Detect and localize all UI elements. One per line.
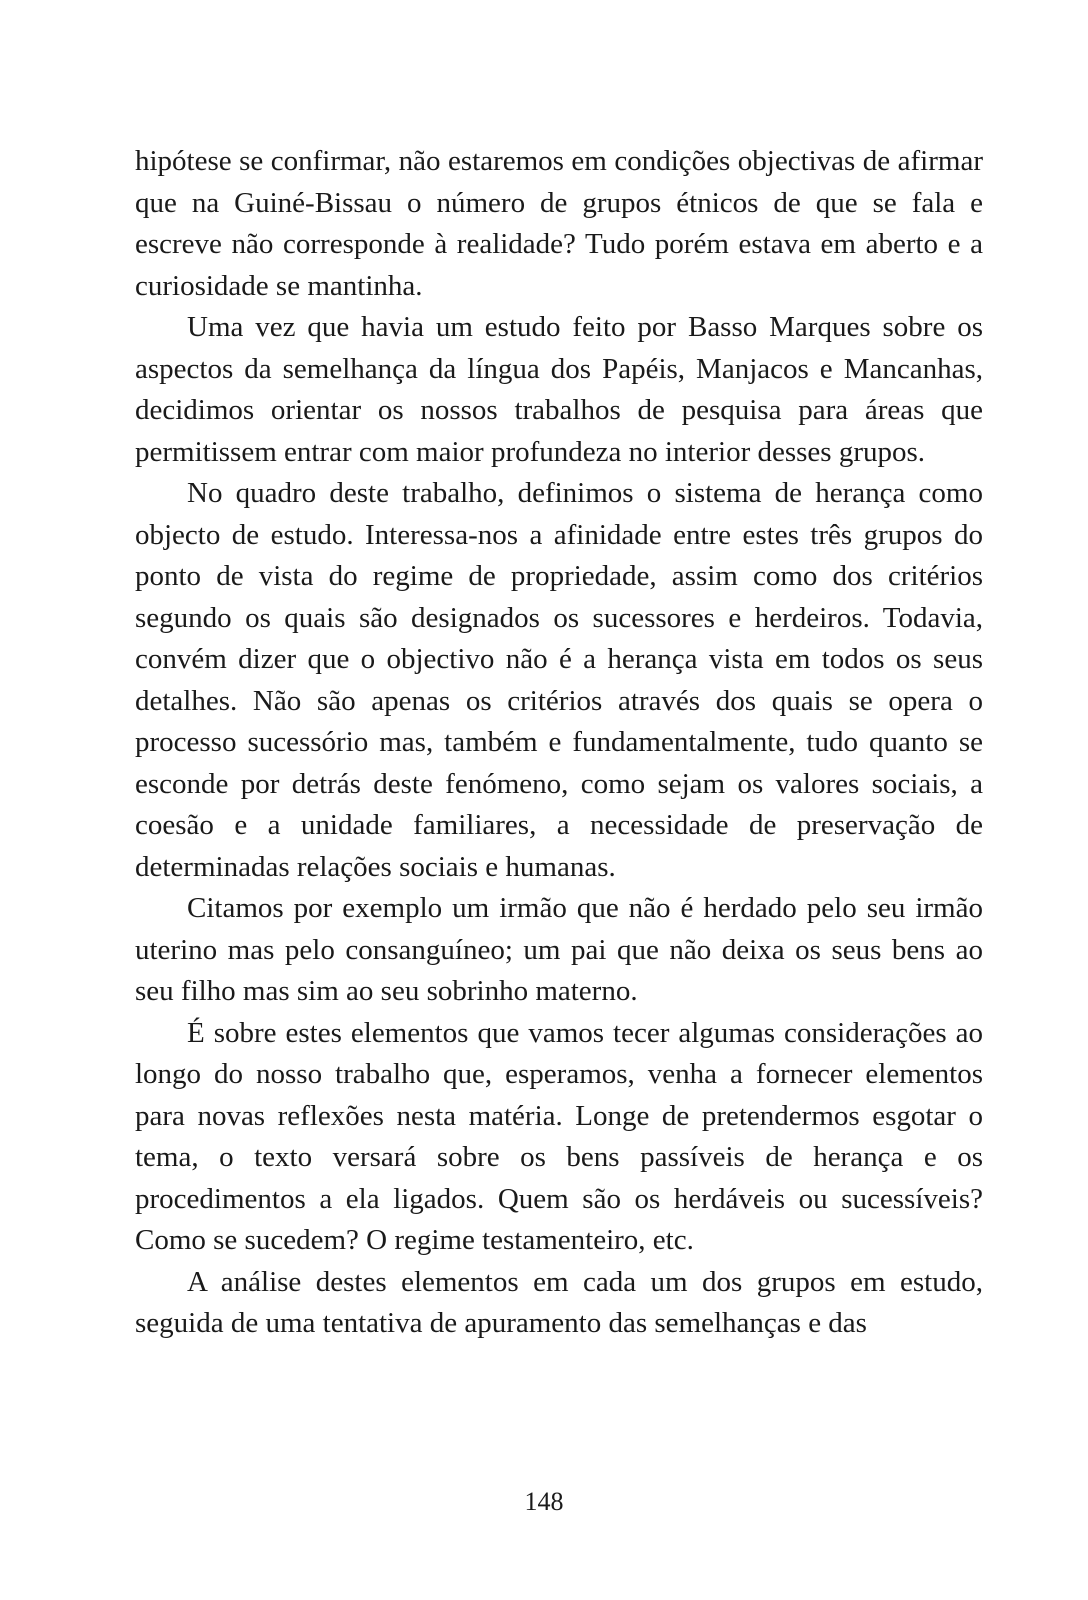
paragraph-basso-marques: Uma vez que havia um estudo feito por Basso Marques sobre os aspectos da semelhança da língua dos Papéis, Manjacos e Mancanhas, decidimos orientar os nossos trabalhos de pesquisa para áreas que permitissem entrar com maior profundeza no interior desses grupos. (135, 311, 983, 468)
paragraph-exemplo: Citamos por exemplo um irmão que não é herdado pelo seu irmão uterino mas pelo consanguíneo; um pai que não deixa os seus bens ao seu filho mas sim ao seu sobrinho materno. (135, 892, 983, 1007)
paragraph-consideracoes: É sobre estes elementos que vamos tecer algumas considerações ao longo do nosso trabalho que, esperamos, venha a fornecer elementos para novas reflexões nesta matéria. Longe de pretendermos esgotar o tema, o texto versará sobre os bens passíveis de herança e os procedimentos a ela ligados. Quem são os herdáveis ou sucessíveis? Como se sucedem? O regime testamenteiro, etc. (135, 1016, 983, 1256)
paragraph-continuation: hipótese se confirmar, não estaremos em condições objectivas de afirmar que na Guiné-Bissau o número de grupos étnicos de que se fala e escreve não corresponde à realidade? Tudo porém estava em aberto e a curiosidade se mantinha. (135, 145, 983, 302)
page-number: 148 (524, 1487, 564, 1516)
paragraph-analise: A análise destes elementos em cada um dos grupos em estudo, seguida de uma tentativa de apuramento das semelhanças e das (135, 1265, 983, 1339)
body-text (135, 141, 983, 1345)
paragraph-sistema-heranca: No quadro deste trabalho, definimos o sistema de herança como objecto de estudo. Interessa-nos a afinidade entre estes três grupos do ponto de vista do regime de propriedade, assim como dos critérios segundo os quais são designados os sucessores e herdeiros. Todavia, convém dizer que o objectivo não é a herança vista em todos os seus detalhes. Não são apenas os critérios através dos quais se opera o processo sucessório mas, também e fundamentalmente, tudo quanto se esconde por detrás deste fenómeno, como sejam os valores sociais, a coesão e a unidade familiares, a necessidade de preservação de determinadas relações sociais e humanas. (135, 477, 983, 883)
